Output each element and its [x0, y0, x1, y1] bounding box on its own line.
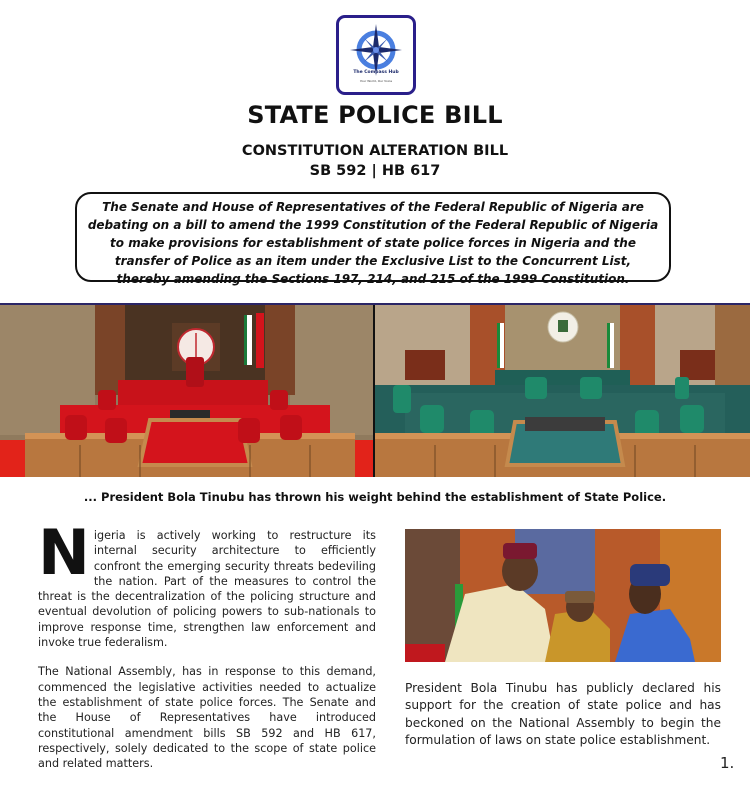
article-paragraph-1 [38, 516, 376, 650]
bill-summary-box [75, 192, 671, 286]
photo-caption: ... President Bola Tinubu has thrown his weight behind the establishment of State Police. [83, 490, 667, 504]
house-chamber-photo [375, 305, 750, 477]
bill-numbers: SB 592 | HB 617 [309, 163, 441, 179]
drop-cap: N [38, 516, 90, 589]
chamber-photo-strip [0, 303, 750, 479]
logo-tagline: Your World, Our Voice [359, 79, 393, 83]
page-title: STATE POLICE BILL [247, 101, 503, 129]
compass-hub-logo [336, 15, 416, 95]
compass-rose-icon [346, 22, 406, 88]
paragraph-1-text: igeria is actively working to restructure its internal security architecture to efficiently confront the emerging security threats bedeviling the nation. Part of the measures to control the threat is the decentralization of the policing structure and eventual devolution of policing powers to sub-nationals to improve response time, strengthen law enforcement and invoke true federalism. [38, 529, 376, 650]
logo-name: The Compass Hub [353, 70, 399, 75]
bill-summary-text: The Senate and House of Representatives of the Federal Republic of Nigeria are debating on a bill to amend the 1999 Constitution of the Federal Republic of Nigeria to make provisions for establishment of state police forces in Nigeria and the transfer of Police as an item under the Exclusive List to the Concurrent List, thereby amending the Sections 197, 214, and 215 of the 1999 Constitution. [87, 200, 659, 286]
article-left-column [38, 516, 376, 785]
page-subtitle: CONSTITUTION ALTERATION BILL [241, 143, 509, 159]
senate-chamber-photo [0, 305, 375, 477]
tinubu-lawmakers-illustration [405, 529, 721, 662]
page-number: 1. [720, 754, 735, 772]
tinubu-photo [405, 529, 721, 662]
article-paragraph-2: The National Assembly, has in response to this demand, commenced the legislative activities needed to actualize the establishment of state police forces. The Senate and the House of Representatives have introduced constitutional amendment bills SB 592 and HB 617, respectively, solely dedicated to the scope of state police and related matters. [38, 665, 376, 771]
senate-chamber-illustration [0, 305, 373, 477]
article-right-paragraph: President Bola Tinubu has publicly declared his support for the creation of state police and has beckoned on the National Assembly to begin the formulation of laws on state police establishment. [405, 681, 721, 747]
house-chamber-illustration [375, 305, 750, 477]
